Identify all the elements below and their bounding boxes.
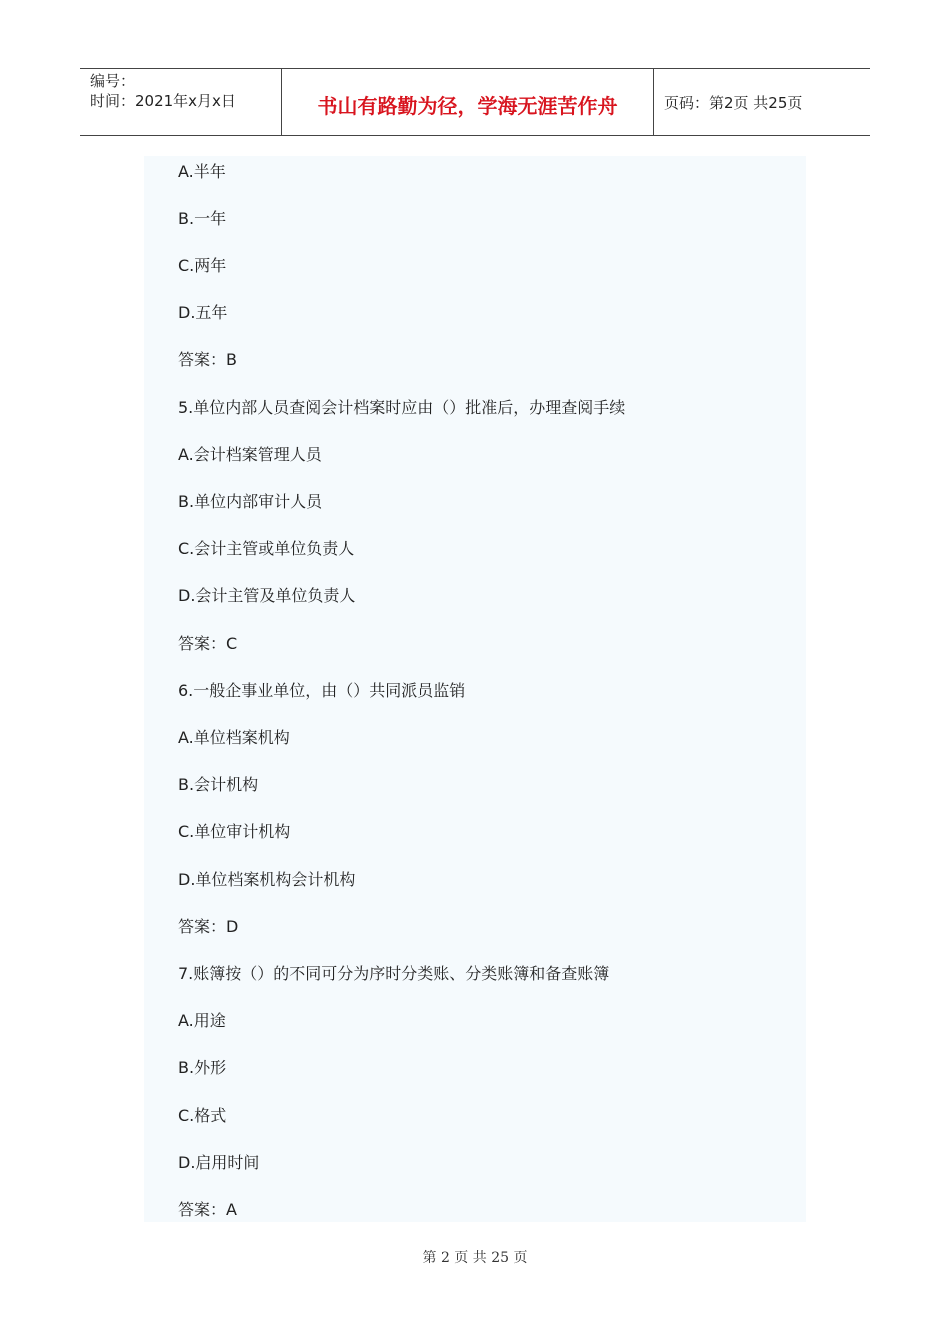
answer-line: 答案：B: [178, 350, 237, 369]
option-line: D.五年: [178, 303, 228, 322]
page-header: [80, 68, 870, 136]
option-line: D.会计主管及单位负责人: [178, 586, 356, 605]
option-line: C.单位审计机构: [178, 822, 291, 841]
option-line: B.外形: [178, 1058, 227, 1077]
answer-line: 答案：C: [178, 634, 238, 653]
option-line: A.用途: [178, 1011, 226, 1030]
option-line: A.会计档案管理人员: [178, 445, 322, 464]
option-line: D.单位档案机构会计机构: [178, 870, 356, 889]
option-line: B.单位内部审计人员: [178, 492, 323, 511]
option-line: A.半年: [178, 162, 226, 181]
question-line: 5.单位内部人员查阅会计档案时应由（）批准后，办理查阅手续: [178, 398, 626, 417]
option-line: A.单位档案机构: [178, 728, 290, 747]
question-line: 7.账簿按（）的不同可分为序时分类账、分类账簿和备查账簿: [178, 964, 610, 983]
answer-line: 答案：A: [178, 1200, 237, 1219]
document-date: 时间：2021年x月x日: [90, 92, 236, 110]
option-line: C.会计主管或单位负责人: [178, 539, 355, 558]
header-meta: [80, 69, 282, 135]
answer-line: 答案：D: [178, 917, 239, 936]
header-page-info: 页码：第2页 共25页: [664, 93, 803, 112]
option-line: C.两年: [178, 256, 227, 275]
option-line: D.启用时间: [178, 1153, 260, 1172]
question-content: [144, 156, 806, 1222]
option-line: B.一年: [178, 209, 227, 228]
question-line: 6.一般企事业单位，由（）共同派员监销: [178, 681, 466, 700]
document-number-label: 编号：: [90, 72, 136, 90]
header-motto: 书山有路勤为径，学海无涯苦作舟: [282, 69, 654, 135]
option-line: B.会计机构: [178, 775, 259, 794]
page-footer: 第 2 页 共 25 页: [422, 1250, 528, 1266]
option-line: C.格式: [178, 1106, 227, 1125]
